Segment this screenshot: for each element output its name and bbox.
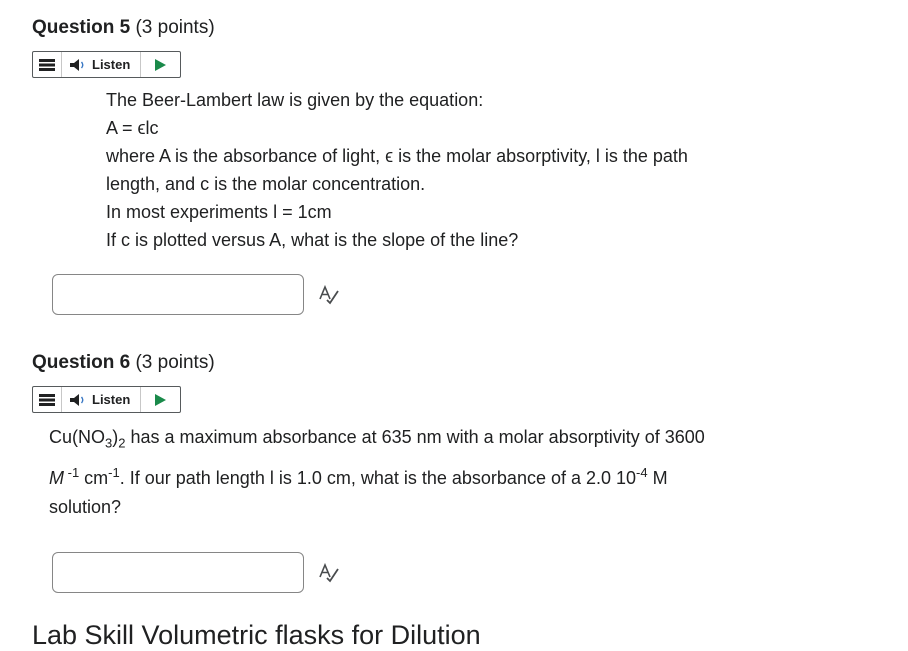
speaker-icon <box>70 394 87 406</box>
spell-check-button-q5[interactable] <box>318 285 340 310</box>
question-6-text-part: . If our path length l is 1.0 cm, what is the absorbance of a 2.0 10 <box>119 467 637 488</box>
listen-button-q5[interactable] <box>62 52 141 77</box>
listen-label: Listen <box>92 392 131 407</box>
listen-label: Listen <box>92 57 131 72</box>
play-icon <box>155 394 166 406</box>
question-6-text <box>49 421 705 524</box>
question-5-line: If c is plotted versus A, what is the slope of the line? <box>106 230 519 250</box>
spell-check-icon <box>318 563 340 583</box>
unit-molar: M <box>647 467 668 488</box>
question-5-title <box>32 17 215 39</box>
question-6-line-2 <box>49 456 705 495</box>
listen-toolbar-q5 <box>32 51 181 78</box>
formula-subscript: 2 <box>118 435 126 451</box>
question-6-text-part: has a maximum absorbance at 635 nm with a molar absorptivity of 3600 <box>125 427 705 447</box>
exponent: -4 <box>636 464 648 480</box>
question-5-text <box>106 86 688 254</box>
menu-button-q6[interactable] <box>33 387 62 412</box>
next-section-title: Lab Skill Volumetric flasks for Dilution <box>32 620 481 650</box>
question-5-line: where A is the absorbance of light, ϵ is the molar absorptivity, l is the path <box>106 146 688 166</box>
play-button-q5[interactable] <box>141 52 180 77</box>
menu-button-q5[interactable] <box>33 52 62 77</box>
speaker-icon <box>70 59 87 71</box>
unit-cm: cm <box>79 467 109 488</box>
formula-subscript: 3 <box>105 435 113 451</box>
spell-check-button-q6[interactable] <box>318 563 340 588</box>
listen-toolbar-q6 <box>32 386 181 413</box>
exponent: -1 <box>64 464 80 480</box>
answer-input-q6[interactable] <box>52 552 304 593</box>
play-button-q6[interactable] <box>141 387 180 412</box>
play-icon <box>155 59 166 71</box>
question-5-line: The Beer-Lambert law is given by the equation: <box>106 90 484 110</box>
question-5-label: Question 5 <box>32 17 131 38</box>
equation-line: A = ϵlc <box>106 118 159 138</box>
listen-button-q6[interactable] <box>62 387 141 412</box>
question-5-points: (3 points) <box>130 17 215 38</box>
question-6-label: Question 6 <box>32 352 131 373</box>
answer-input-q5[interactable] <box>52 274 304 315</box>
menu-icon <box>39 58 55 72</box>
formula-part: ) <box>112 427 119 447</box>
question-5-line: length, and c is the molar concentration. <box>106 174 426 194</box>
question-6-line-1 <box>49 421 705 460</box>
question-6-title <box>32 352 215 374</box>
menu-icon <box>39 393 55 407</box>
question-6-points: (3 points) <box>130 352 215 373</box>
unit-m: M <box>49 467 64 488</box>
spell-check-icon <box>318 285 340 305</box>
question-5-line: In most experiments l = 1cm <box>106 202 332 222</box>
formula-part: Cu(NO <box>49 427 106 447</box>
exponent: -1 <box>108 464 120 480</box>
question-6-line-3: solution? <box>49 496 122 517</box>
